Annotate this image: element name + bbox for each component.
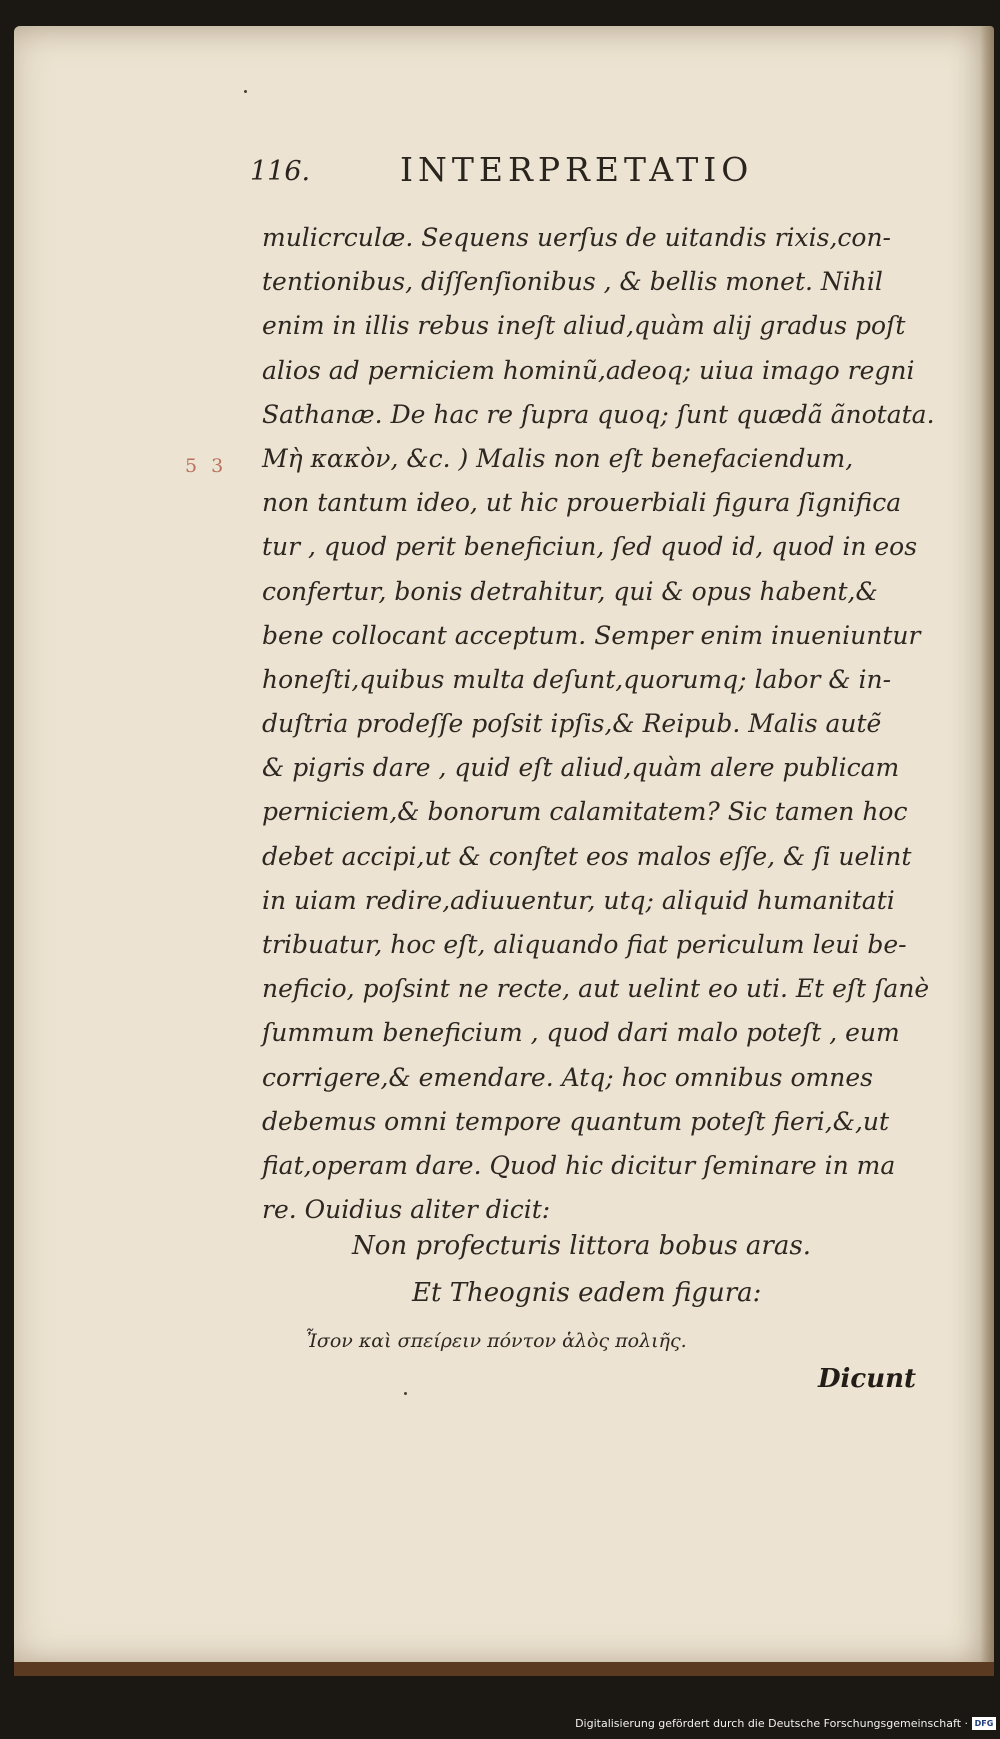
text-line: bene collocant acceptum. Semper enim inueniuntur [262, 620, 921, 650]
dfg-logo: DFG [972, 1717, 996, 1730]
paper-speck [244, 90, 247, 93]
text-line: enim in illis rebus ineſt aliud,quàm alij gradus poſt [262, 311, 906, 341]
funding-footer [520, 1712, 998, 1736]
text-line: debemus omni tempore quantum poteſt fieri,&,ut [262, 1106, 890, 1136]
page-bottom-edge [14, 1662, 994, 1676]
text-line: tribuatur, hoc eſt, aliquando fiat periculum leui be- [262, 930, 907, 959]
text-line: corrigere,& emendare. Atq; hoc omnibus omnes [262, 1062, 873, 1092]
text-line: duſtria prodeſſe poſsit ipſis,& Reipub. Malis autẽ [262, 709, 882, 739]
verse-line-ovid: Non profecturis littora bobus aras. [352, 1231, 811, 1261]
text-line: re. Ouidius aliter dicit: [262, 1195, 551, 1225]
text-line: tur , quod perit beneficiun, ſed quod id, quod in eos [262, 532, 918, 562]
text-line: & pigris dare , quid eſt aliud,quàm alere publicam [262, 753, 900, 783]
text-line: non tantum ideo, ut hic prouerbiali figura ſignifica [262, 488, 902, 518]
text-line: alios ad perniciem hominũ,adeoq; uiua imago regni [262, 355, 915, 385]
catchword: Dicunt [818, 1364, 917, 1394]
text-line: mulicrculæ. Sequens uerſus de uitandis rixis,con- [262, 223, 892, 252]
text-line: fiat,operam dare. Quod hic dicitur ſeminare in ma [262, 1150, 896, 1180]
text-line: perniciem,& bonorum calamitatem? Sic tamen hoc [262, 797, 908, 827]
text-line: neficio, poſsint ne recte, aut uelint eo uti. Et eſt ſanè [262, 974, 930, 1004]
text-line: confertur, bonis detrahitur, qui & opus habent,& [262, 576, 878, 606]
text-line: Μὴ κακὸν, &c. ) Malis non eſt benefaciendum, [262, 443, 854, 473]
greek-quotation: Ἶσον καὶ σπείρειν πόντον ἁλὸς πολιῆς. [305, 1330, 687, 1352]
text-line: Sathanæ. De hac re ſupra quoq; ſunt quædã ãnotata. [262, 399, 935, 429]
text-line: tentionibus, diſſenſionibus , & bellis monet. Nihil [262, 267, 883, 297]
verse-line-theognis-intro: Et Theognis eadem figura: [412, 1278, 762, 1308]
text-line: in uiam redire,adiuuentur, utq; aliquid humanitati [262, 885, 895, 915]
paper-speck [404, 1392, 407, 1395]
text-line: debet accipi,ut & conſtet eos malos eſſe, & ſi uelint [262, 841, 912, 871]
funding-text: Digitalisierung gefördert durch die Deutsche Forschungsgemeinschaft · [575, 1717, 968, 1730]
text-line: ſummum beneficium , quod dari malo poteſt , eum [262, 1018, 900, 1048]
page-number: 116. [250, 156, 311, 187]
margin-annotation: 5 3 [185, 455, 228, 477]
body-text [262, 216, 935, 1232]
text-line: honeſti,quibus multa deſunt,quorumq; labor & in- [262, 664, 892, 694]
running-head: INTERPRETATIO [400, 150, 754, 189]
